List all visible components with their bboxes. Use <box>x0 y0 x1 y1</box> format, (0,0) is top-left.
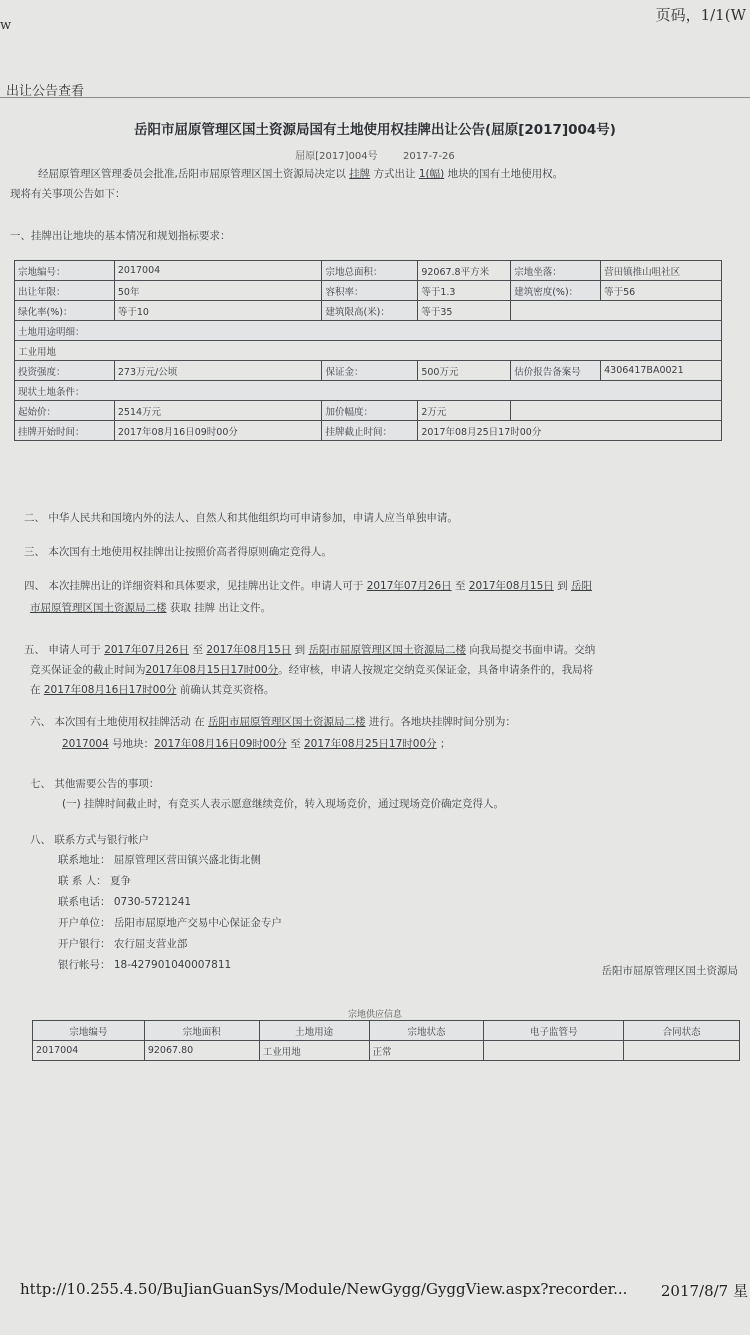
divider <box>0 97 750 98</box>
section-4-line-2: 市屈原管理区国土资源局二楼 获取 挂牌 出让文件。 <box>30 602 272 614</box>
footer-url: http://10.255.4.50/BuJianGuanSys/Module/NewGygg/GyggView.aspx?recorder... <box>20 1280 628 1298</box>
section-8-heading: 八、 联系方式与银行帐户 <box>30 834 149 846</box>
announcement-date: 2017-7-26 <box>403 151 455 162</box>
contact-phone: 联系电话： 0730-5721241 <box>58 896 192 908</box>
table-caption: 宗地供应信息 <box>347 1010 402 1020</box>
col-header: 电子监管号 <box>484 1021 624 1041</box>
table-row: 工业用地 <box>15 341 722 361</box>
parcel-supply-table <box>32 1020 740 1061</box>
table-row: 2017004 92067.80 工业用地 正常 <box>33 1041 740 1061</box>
col-header: 宗地编号 <box>33 1021 145 1041</box>
section-4: 四、 本次挂牌出让的详细资料和具体要求，见挂牌出让文件。申请人可于 2017年07月26日 至 2017年08月15日 到 岳阳 <box>24 580 592 592</box>
section-1-heading: 一、挂牌出让地块的基本情况和规划指标要求： <box>10 230 231 242</box>
col-header: 宗地状态 <box>369 1021 484 1041</box>
section-7-item: (一) 挂牌时间截止时，有竞买人表示愿意继续竞价，转入现场竞价，通过现场竞价确定竞得人。 <box>62 798 505 810</box>
announcement-title: 岳阳市屈原管理区国土资源局国有土地使用权挂牌出让公告(屈原[2017]004号) <box>134 122 616 138</box>
table-row: 挂牌开始时间： 2017年08月16日09时00分 挂牌截止时间： 2017年08月25日17时00分 <box>15 421 722 441</box>
section-3: 三、 本次国有土地使用权挂牌出让按照价高者得原则确定竞得人。 <box>24 546 332 558</box>
section-5-line-2: 竞买保证金的截止时间为2017年08月15日17时00分。经审核，申请人按规定交纳竞买保证金，具备申请条件的，我局将 <box>30 664 594 676</box>
table-row: 起始价： 2514万元 加价幅度： 2万元 <box>15 401 722 421</box>
view-title: 出让公告查看 <box>6 84 85 99</box>
section-2: 二、 中华人民共和国境内外的法人、自然人和其他组织均可申请参加，申请人应当单独申请。 <box>24 512 458 524</box>
table-row: 现状土地条件： <box>15 381 722 401</box>
col-header: 土地用途 <box>259 1021 369 1041</box>
table-row: 宗地编号： 2017004 宗地总面积： 92067.8平方米 宗地坐落： 营田镇推山咀社区 <box>15 261 722 281</box>
section-5-line-3: 在 2017年08月16日17时00分 前确认其竞买资格。 <box>30 684 275 696</box>
left-edge-mark: w <box>0 18 12 33</box>
table-row: 投资强度： 273万元/公顷 保证金： 500万元 估价报告备案号 4306417BA0021 <box>15 361 722 381</box>
account-bank: 开户银行： 农行屈支营业部 <box>58 938 188 950</box>
table-row: 土地用途明细： <box>15 321 722 341</box>
table-header-row <box>33 1021 740 1041</box>
intro-line-2: 现将有关事项公告如下： <box>10 188 126 200</box>
contact-address: 联系地址： 屈原管理区营田镇兴盛北街北侧 <box>58 854 261 866</box>
section-6-line-2: 2017004 号地块：2017年08月16日09时00分 至 2017年08月25日17时00分 ； <box>62 738 451 750</box>
section-5: 五、 申请人可于 2017年07月26日 至 2017年08月15日 到 岳阳市屈原管理区国土资源局二楼 向我局提交书面申请。交纳 <box>24 644 596 656</box>
issuer-signature: 岳阳市屈原管理区国土资源局 <box>601 965 738 977</box>
parcel-info-table <box>14 260 722 441</box>
page-number-header: 页码，1/1(W <box>655 6 746 24</box>
announcement-subtitle <box>0 147 750 162</box>
footer-date: 2017/8/7 星 <box>660 1282 748 1300</box>
intro-paragraph: 经屈原管理区管理委员会批准,岳阳市屈原管理区国土资源局决定以 挂牌 方式出让 1(幅) 地块的国有土地使用权。 <box>38 168 564 180</box>
col-header: 宗地面积 <box>144 1021 259 1041</box>
announcement-number: 屈原[2017]004号 <box>295 151 378 162</box>
section-6: 六、 本次国有土地使用权挂牌活动 在 岳阳市屈原管理区国土资源局二楼 进行。各地块挂牌时间分别为： <box>30 716 516 728</box>
contact-person: 联 系 人： 夏争 <box>58 875 132 887</box>
table-row: 绿化率(%)： 等于10 建筑限高(米)： 等于35 <box>15 301 722 321</box>
table-row: 出让年限： 50年 容积率： 等于1.3 建筑密度(%)： 等于56 <box>15 281 722 301</box>
section-7-heading: 七、 其他需要公告的事项： <box>30 778 160 790</box>
account-holder: 开户单位： 岳阳市屈原地产交易中心保证金专户 <box>58 917 282 929</box>
col-header: 合同状态 <box>624 1021 740 1041</box>
account-number: 银行帐号： 18-427901040007811 <box>58 959 232 971</box>
